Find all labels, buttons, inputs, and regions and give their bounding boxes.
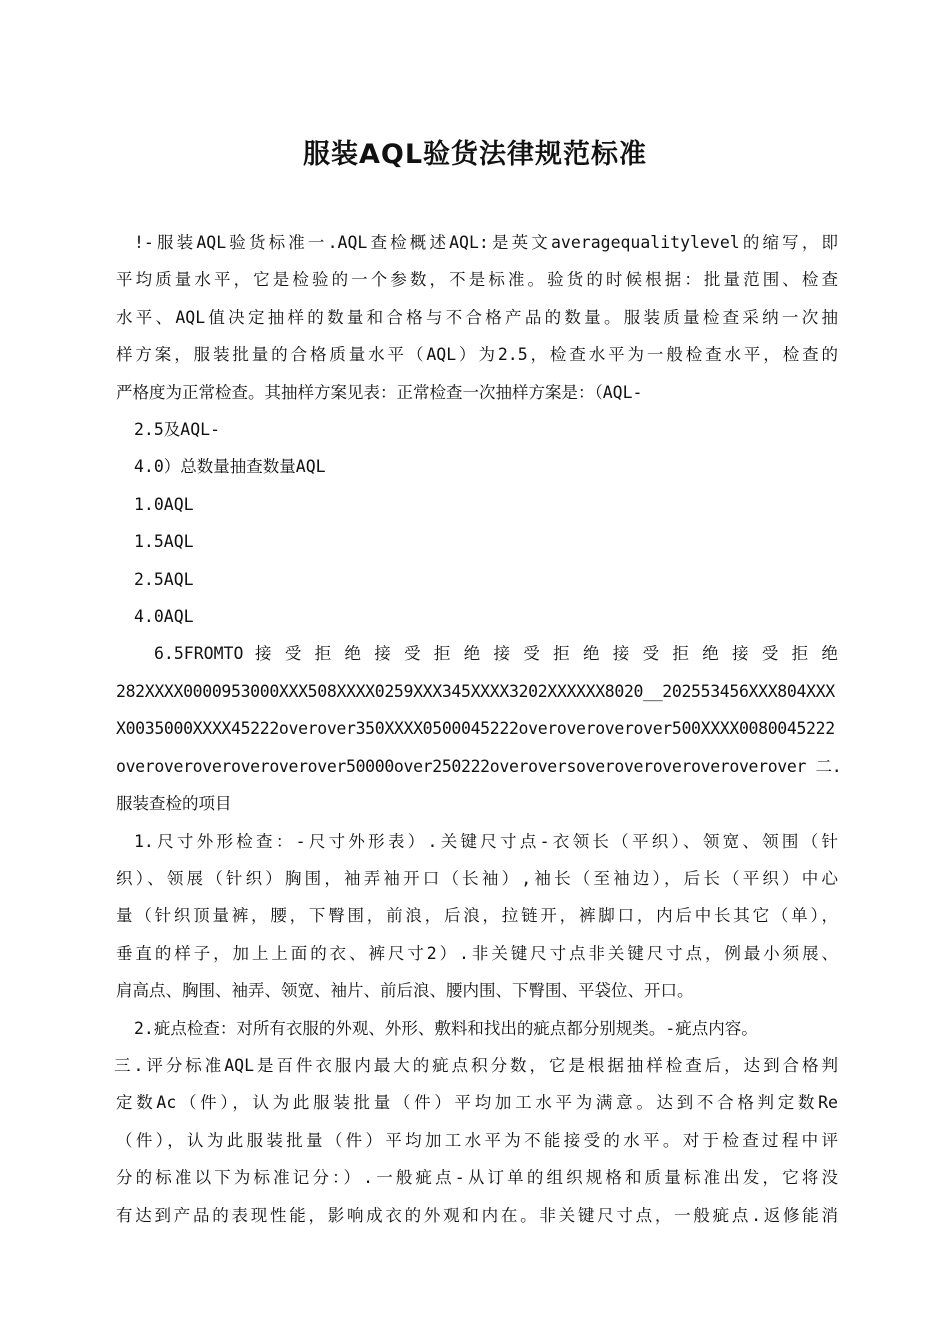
paragraph-line: （件），认为此服装批量（件）平均加工水平为不能接受的水平。对于检查过程中评 (116, 1130, 838, 1150)
paragraph-line: 严格度为正常检查。其抽样方案见表：正常检查一次抽样方案是：（AQL- (116, 382, 643, 402)
paragraph-line: 平均质量水平，它是检验的一个参数，不是标准。验货的时候根据：批量范围、检查 (116, 270, 838, 290)
paragraph-line: 样方案，服装批量的合格质量水平（AQL）为2.5，检查水平为一般检查水平，检查的 (116, 345, 838, 365)
paragraph-line: 1.0AQL (134, 494, 194, 514)
paragraph-line: !-服装AQL验货标准一.AQL查检概述AQL:是英文averagequalitylevel的缩写，即 (134, 233, 838, 252)
paragraph-line: 2.5及AQL- (134, 420, 221, 440)
paragraph-line: 服装查检的项目 (116, 794, 232, 814)
paragraph-line: 有达到产品的表现性能，影响成衣的外观和内在。非关键尺寸点，一般疵点.返修能消 (116, 1205, 838, 1225)
paragraph-line: 水平、AQL值决定抽样的数量和合格与不合格产品的数量。服装质量检查采纳一次抽 (116, 307, 838, 327)
paragraph-line: 2.5AQL (134, 569, 194, 589)
paragraph-line: 三.评分标准AQL是百件衣服内最大的疵点积分数，它是根据抽样检查后，达到合格判 (114, 1055, 838, 1075)
paragraph-line: 肩高点、胸围、袖弄、领宽、袖片、前后浪、腰内围、下臀围、平袋位、开口。 (116, 981, 694, 1001)
paragraph-line: 6.5FROMTO 接 受 拒 绝 接 受 拒 绝 接 受 拒 绝 接 受 拒 绝 接 受 拒 绝 (154, 644, 838, 664)
document-body (114, 224, 842, 1234)
document-title: 服装AQL验货法律规范标准 (302, 139, 648, 170)
paragraph-line: 4.0）总数量抽查数量AQL (134, 457, 326, 477)
paragraph-line: 织）、领展（针织）胸围，袖弄袖开口（长袖）,袖长（至袖边），后长（平织）中心 (116, 868, 838, 888)
paragraph-line: 垂直的样子，加上上面的衣、裤尺寸2）.非关键尺寸点非关键尺寸点，例最小须展、 (116, 943, 838, 963)
paragraph-line: 量（针织顶量裤，腰，下臀围，前浪，后浪，拉链开，裤脚口，内后中长其它（单）， (116, 906, 838, 926)
paragraph-line: 分的标准以下为标准记分：）.一般疵点-从订单的组织规格和质量标准出发，它将没 (116, 1168, 838, 1188)
paragraph-line: X0035000XXXX45222overover350XXXX0500045222overoveroverover500XXXX0080045222 (116, 719, 835, 739)
paragraph-line: 定数Ac（件），认为此服装批量（件）平均加工水平为满意。达到不合格判定数Re (116, 1093, 838, 1113)
paragraph-line: 1.尺寸外形检查：-尺寸外形表）.关键尺寸点-衣领长（平织）、领宽、领围（针 (134, 831, 838, 851)
paragraph-line: overoveroveroveroverover50000over250222overoversoveroveroveroveroverover 二. (116, 756, 842, 776)
paragraph-line: 282XXXX0000953000XXX508XXXX0259XXX345XXXX3202XXXXXX8020__202553456XXX804XXX (116, 681, 835, 701)
paragraph-line: 4.0AQL (134, 607, 194, 627)
paragraph-line: 2.疵点检查：对所有衣服的外观、外形、敷料和找出的疵点都分别规类。-疵点内容。 (134, 1018, 758, 1038)
paragraph-line: 1.5AQL (134, 532, 194, 552)
